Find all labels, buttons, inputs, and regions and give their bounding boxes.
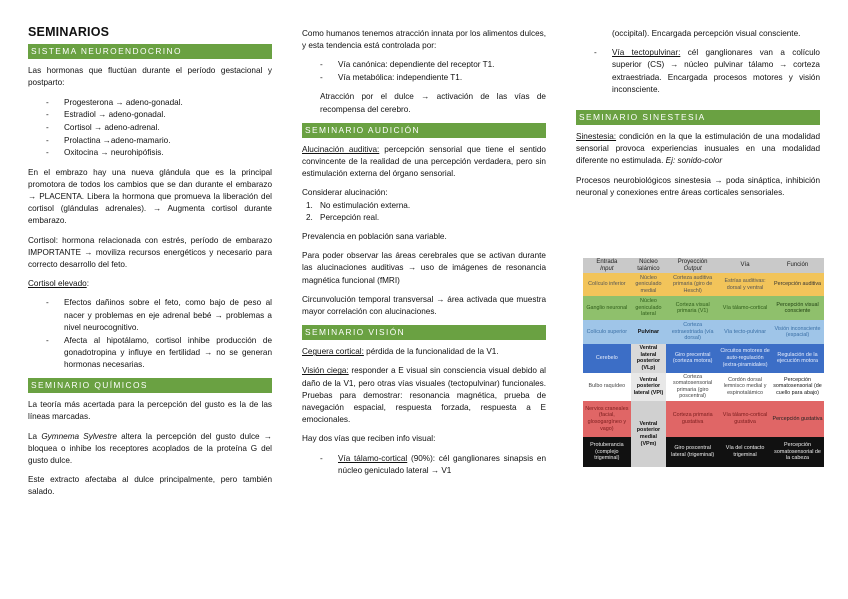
- table-cell: Corteza somatosensorial primaria (giro poscentral): [666, 373, 719, 401]
- hormone-list: [28, 97, 272, 160]
- paragraph: En el embrazo hay una nueva glándula que es la principal promotora de todos los cambios que se dan durante el embarazo → PLACENTA. Libera la hormona que promueva la liberación del cortisol (glándulas adrenales). → Augmenta cortisol durante embarazo.: [28, 167, 272, 226]
- table-cell: Vía tecto-pulvinar: [719, 320, 771, 344]
- table-row: [583, 296, 824, 320]
- table-header-row: [583, 258, 824, 273]
- table-cell: Vía del contacto trigeminal: [719, 437, 771, 467]
- vision-vias-list: [302, 453, 546, 477]
- table-cell: Ventral posterior medial (VPm): [631, 401, 667, 467]
- column-left: [28, 0, 272, 506]
- paragraph: Cortisol: hormona relacionada con estrés, período de embarazo IMPORTANTE → moviliza recursos energéticos y necesario para correcto desarrollo del feto.: [28, 235, 272, 270]
- table-row: [583, 437, 824, 467]
- table-row: [583, 273, 824, 296]
- table-row: [583, 320, 824, 344]
- header-cell: Núcleo talámico: [631, 258, 667, 273]
- paragraph: La Gymnema Sylvestre altera la percepción del gusto dulce → bloquea o inhibe los receptores acoplados de la proteína G del gusto dulce.: [28, 431, 272, 465]
- thalamic-pathways-table: [583, 258, 824, 467]
- paragraph: Prevalencia en población sana variable.: [302, 231, 447, 241]
- table-cell: Percepción visual consciente: [771, 296, 824, 320]
- table-cell: Regulación de la ejecución motora: [771, 344, 824, 372]
- paragraph: Procesos neurobiológicos sinestesia → poda sináptica, inhibición neuronal y conexiones entre áreas corticales sensoriales.: [576, 175, 820, 197]
- paragraph: Ceguera cortical: pérdida de la funcionalidad de la V1.: [302, 347, 499, 357]
- header-cell: Proyección Output: [666, 258, 719, 273]
- table-cell: Estrías auditivas: dorsal y ventral: [719, 273, 771, 296]
- list-item: - Prolactina →adeno-mamario.: [46, 135, 171, 145]
- table-cell: Núcleo geniculado medial: [631, 273, 667, 296]
- vias-list: [302, 59, 546, 84]
- table-cell: Vía tálamo-cortical: [719, 296, 771, 320]
- header-cell: Entrada Input: [583, 258, 631, 273]
- column-right: [576, 28, 820, 206]
- table-cell: Corteza extraestriada (vía dorsal): [666, 320, 719, 344]
- list-item: 2. Percepción real.: [306, 212, 380, 222]
- section-header-quimicos: SEMINARIO QUÍMICOS: [28, 378, 272, 393]
- table-cell: Corteza auditiva primaria (giro de Heschl): [666, 273, 719, 296]
- paragraph: Este extracto afectaba al dulce principalmente, pero también salado.: [28, 475, 272, 497]
- paragraph: Como humanos tenemos atracción innata por los alimentos dulces, y esta tendencia está controlada por:: [302, 29, 546, 51]
- header-cell: Función: [771, 258, 824, 273]
- table-cell: Bulbo raquídeo: [583, 373, 631, 401]
- table-cell: Percepción somatosensorial (de cuello para abajo): [771, 373, 824, 401]
- cortisol-list: [28, 297, 272, 371]
- table-cell: Corteza primaria gustativa: [666, 401, 719, 437]
- table-cell: Ventral lateral posterior (VLp): [631, 344, 667, 372]
- table-cell: Corteza visual primaria (V1): [666, 296, 719, 320]
- paragraph: Visión ciega: responder a E visual sin consciencia visual debido al daño de la V1, pero otras vías visuales (tectopulvinar) funcionales. Pruebas para demostrar: resonancia magnética, prueba de navegación espacial, respuesta forzada, respuesta a E emocionales.: [302, 366, 546, 425]
- paragraph: Sinestesia: condición en la que la estimulación de una modalidad sensorial provoca experiencias inusuales en una modalidad diferente no estimulada. Ej: sonido-color: [576, 132, 820, 166]
- list-item: - Vía tálamo-cortical (90%): cél ganglionares sinapsis en núcleo geniculado lateral → V1: [320, 453, 546, 475]
- table-cell: Percepción gustativa: [771, 401, 824, 437]
- table-cell: Núcleo geniculado lateral: [631, 296, 667, 320]
- table-cell: Cordón dorsal lemnisco medial y espinotalámico: [719, 373, 771, 401]
- header-cell: Vía: [719, 258, 771, 273]
- paragraph: Hay dos vías que reciben info visual:: [302, 434, 436, 444]
- table-cell: Protuberancia (complejo trigeminal): [583, 437, 631, 467]
- table-cell: Circuitos motores de auto-regulación (extra-piramidales): [719, 344, 771, 372]
- list-item: - Vía metabólica: independiente T1.: [320, 73, 463, 83]
- subheading: Considerar alucinación:: [302, 188, 388, 198]
- table-cell: Pulvinar: [631, 320, 667, 344]
- paragraph: Atracción por el dulce → activación de las vías de recompensa del cerebro.: [320, 92, 546, 114]
- page-title: SEMINARIOS: [28, 25, 110, 39]
- list-item: - Cortisol → adeno-adrenal.: [46, 123, 160, 133]
- table-row: [583, 401, 824, 437]
- section-header-audicion: SEMINARIO AUDICIÓN: [302, 123, 546, 138]
- table-cell: Nervios craneales (facial, glosogargíneo y vago): [583, 401, 631, 437]
- table-cell: Colículo inferior: [583, 273, 631, 296]
- table-cell: Giro precentral (corteza motora): [666, 344, 719, 372]
- section-header-sinestesia: SEMINARIO SINESTESIA: [576, 110, 820, 125]
- subheading: Cortisol elevado:: [28, 279, 89, 289]
- table-cell: Vía tálamo-cortical gustativa: [719, 401, 771, 437]
- paragraph: (occipital). Encargada percepción visual consciente.: [612, 29, 801, 38]
- paragraph: Circunvolución temporal transversal → área activada que muestra mayor correlación con alucinaciones.: [302, 294, 546, 316]
- paragraph: La teoría más acertada para la percepción del gusto es la de las líneas marcadas.: [28, 400, 272, 422]
- list-item: - Estradiol → adeno-gonadal.: [46, 110, 166, 120]
- section-header-neuroendocrino: SISTEMA NEUROENDOCRINO: [28, 44, 272, 59]
- vision-vias-list-cont: [576, 47, 820, 96]
- list-item: - Oxitocina → neurohipófisis.: [46, 148, 164, 158]
- paragraph: Para poder observar las áreas cerebrales que se activan durante las alucinaciones auditivas → uso de imágenes de resonancia magnética funcional (fMRI): [302, 251, 546, 285]
- section-header-vision: SEMINARIO VISIÓN: [302, 325, 546, 340]
- table-cell: Visión inconsciente (espacial): [771, 320, 824, 344]
- table-cell: Ventral posterior lateral (VPl): [631, 373, 667, 401]
- table-cell: Ganglio neuronal: [583, 296, 631, 320]
- paragraph: Las hormonas que fluctúan durante el período gestacional y postparto:: [28, 66, 272, 88]
- table-cell: Percepción somatosensorial de la cabeza: [771, 437, 824, 467]
- table-cell: Giro poscentral lateral (trigeminal): [666, 437, 719, 467]
- list-item: - Efectos dañinos sobre el feto, como bajo de peso al nacer y problemas en eje adrenal bebé → problemas a nivel neurocognitivo.: [46, 298, 272, 332]
- list-item: - Progesterona → adeno-gonadal.: [46, 97, 183, 107]
- table-row: [583, 344, 824, 372]
- list-item: 1. No estimulación externa.: [306, 200, 411, 210]
- table-row: [583, 373, 824, 401]
- list-item: - Vía canónica: dependiente del receptor T1.: [320, 60, 495, 70]
- list-item: - Vía tectopulvinar: cél ganglionares van a colículo superior (CS) → núcleo pulvinar tálamo → corteza extraestriada. Encargada procesos motores y visión inconsciente.: [594, 48, 820, 94]
- considerar-list: [302, 200, 546, 224]
- table-cell: Colículo superior: [583, 320, 631, 344]
- table-cell: Percepción auditiva: [771, 273, 824, 296]
- table-cell: Cerebelo: [583, 344, 631, 372]
- column-middle: [302, 28, 546, 484]
- paragraph: Alucinación auditiva: percepción sensorial que tiene el sentido convincente de la realidad de una percepción verdadera, pero sin estimulación externa del órgano sensorial.: [302, 144, 546, 179]
- list-item: - Afecta al hipotálamo, cortisol inhibe producción de gonadotropina y influye en fertilidad → no se generan hormonas necesarias.: [46, 335, 272, 369]
